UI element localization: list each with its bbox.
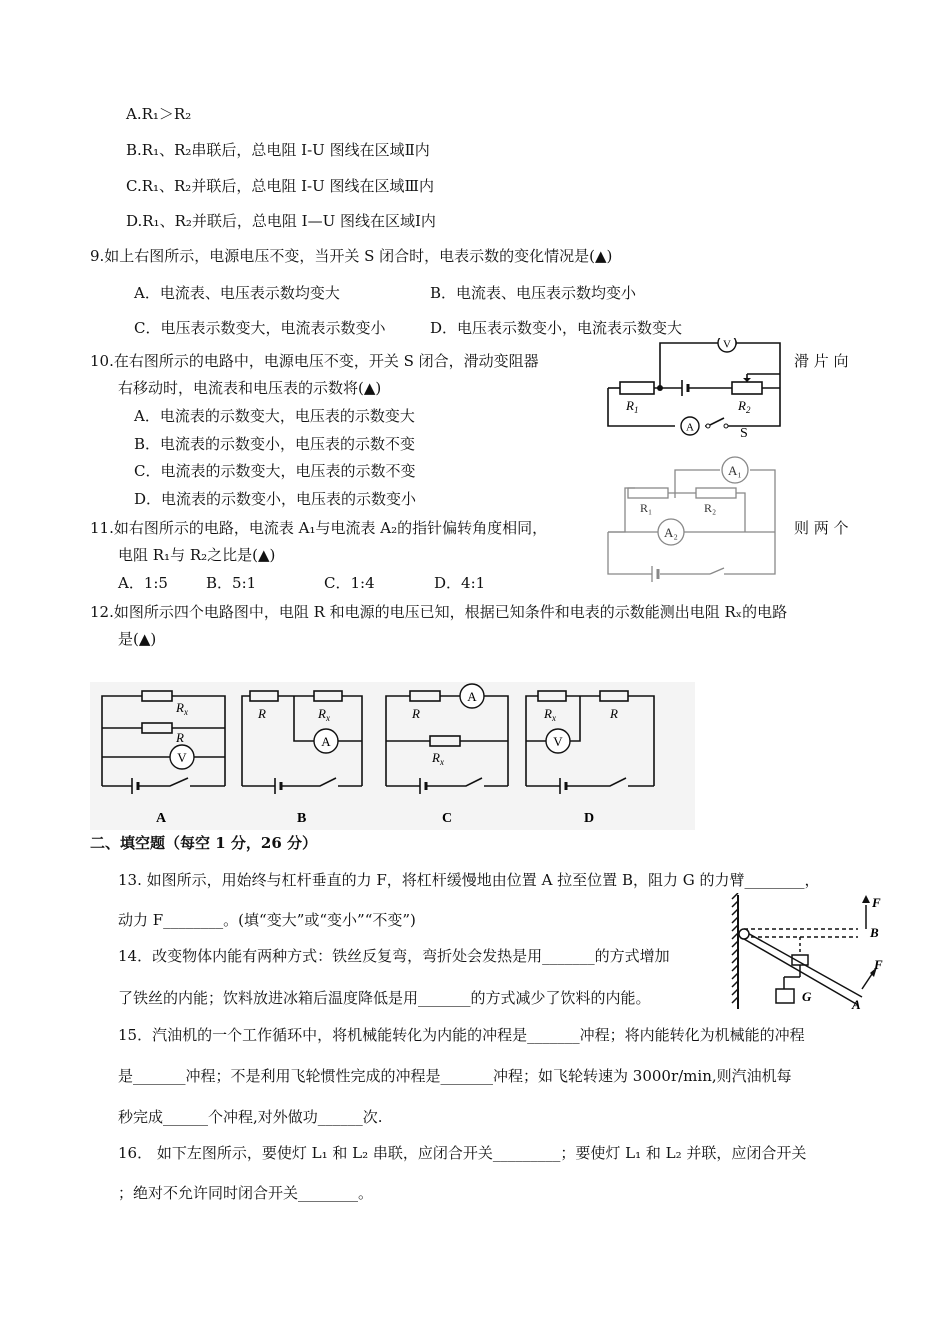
- q13-a-label: A: [852, 997, 861, 1012]
- q12-a-r-label: R: [176, 730, 184, 745]
- q13-g-label: G: [802, 989, 812, 1004]
- q16-line2: ；绝对不允许同时闭合开关________。: [118, 1184, 374, 1202]
- q10-stem-line2: 右移动时，电流表和电压表的示数将(▲): [118, 379, 382, 397]
- q11-option-a: A．1:5: [118, 574, 168, 592]
- q12-c-r-label: R: [412, 706, 420, 721]
- q13-f-top-label: F: [872, 895, 881, 910]
- q13-lever-figure: [724, 893, 894, 1013]
- q15-line1: 15．汽油机的一个工作循环中，将机械能转化为内能的冲程是_______冲程；将内能转化为机械能的冲程: [118, 1026, 805, 1044]
- q12-b-ammeter-label: A: [321, 734, 331, 749]
- q16-line1: 16． 如下左图所示，要使灯 L₁ 和 L₂ 串联，应闭合开关_________；要使灯 L₁ 和 L₂ 并联，应闭合开关: [118, 1144, 807, 1162]
- q12-d-rx-label: $R_x$: [544, 706, 556, 723]
- q11-a1-label: A₁: [728, 463, 742, 478]
- q9-option-c: C．电压表示数变大，电流表示数变小: [134, 319, 386, 337]
- q11-option-b: B．5:1: [206, 574, 257, 592]
- q12-circuits-figure: [90, 682, 695, 830]
- q9-option-d: D．电压表示数变小，电流表示数变大: [430, 319, 683, 337]
- q10-option-c: C．电流表的示数变大，电压表的示数不变: [134, 462, 416, 480]
- q12-d-voltmeter-label: V: [553, 734, 563, 749]
- q12-label-a: A: [156, 811, 167, 826]
- q8-option-b: B.R₁、R₂串联后，总电阻 I-U 图线在区域Ⅱ内: [126, 141, 430, 159]
- q12-a-rx-label: $R_x$: [176, 700, 188, 717]
- q12-label-c: C: [442, 811, 453, 826]
- q12-b-r-label: R: [258, 706, 266, 721]
- q13-f-bottom-label: F: [874, 957, 883, 972]
- q10-stem-right: 滑 片 向: [794, 352, 849, 370]
- q12-label-b: B: [297, 811, 307, 826]
- q9-option-a: A．电流表、电压表示数均变大: [134, 284, 340, 302]
- q13-line2: 动力 F________。(填“变大”或“变小”“不变”): [118, 911, 416, 929]
- q10-option-b: B．电流表的示数变小，电压表的示数不变: [134, 435, 416, 453]
- q15-line3: 秒完成______个冲程,对外做功______次.: [118, 1108, 383, 1126]
- q14-line1: 14．改变物体内能有两种方式：铁丝反复弯，弯折处会发热是用_______的方式增加: [118, 947, 670, 965]
- q8-option-d: D.R₁、R₂并联后，总电阻 I—U 图线在区域Ⅰ内: [126, 212, 436, 230]
- q10-ammeter-label: A: [686, 421, 694, 434]
- q11-stem-line2: 电阻 R₁与 R₂之比是(▲): [118, 546, 276, 564]
- q10-switch-label: S: [740, 426, 748, 438]
- q11-stem-right: 则 两 个: [794, 519, 849, 537]
- q12-c-ammeter-label: A: [467, 689, 477, 704]
- q13-line1: 13. 如图所示，用始终与杠杆垂直的力 F，将杠杆缓慢地由位置 A 拉至位置 B，阻力 G 的力臂________，: [118, 871, 820, 889]
- q9-option-b: B．电流表、电压表示数均变小: [430, 284, 637, 302]
- q11-option-c: C．1:4: [324, 574, 375, 592]
- q12-b-rx-label: $R_x$: [318, 706, 330, 723]
- q8-option-a: A.R₁＞R₂: [126, 105, 192, 123]
- q12-stem-line2: 是(▲): [118, 630, 157, 648]
- q8-option-c: C.R₁、R₂并联后，总电阻 I-U 图线在区域Ⅲ内: [126, 177, 434, 195]
- q11-option-d: D．4:1: [434, 574, 486, 592]
- section-heading: 二、填空题（每空 1 分，26 分）: [90, 834, 317, 852]
- q11-stem: 11.如右图所示的电路，电流表 A₁与电流表 A₂的指针偏转角度相同，: [90, 519, 548, 537]
- q12-d-r-label: R: [610, 706, 618, 721]
- q10-option-a: A．电流表的示数变大，电压表的示数变大: [134, 407, 415, 425]
- q10-stem: 10.在右图所示的电路中，电源电压不变，开关 S 闭合，滑动变阻器: [90, 352, 539, 370]
- q12-c-rx-label: $R_x$: [432, 750, 444, 767]
- q12-a-voltmeter-label: V: [177, 750, 187, 765]
- q11-a2-label: A₂: [664, 525, 678, 540]
- q15-line2: 是_______冲程；不是利用飞轮惯性完成的冲程是_______冲程；如飞轮转速为 3000r/min,则汽油机每: [118, 1067, 792, 1085]
- q9-stem: 9.如上右图所示，电源电压不变，当开关 S 闭合时，电表示数的变化情况是(▲): [90, 247, 613, 265]
- q14-line2: 了铁丝的内能；饮料放进冰箱后温度降低是用_______的方式减少了饮料的内能。: [118, 989, 651, 1007]
- q12-stem: 12.如图所示四个电路图中，电阻 R 和电源的电压已知，根据已知条件和电表的示数能测出电阻 Rₓ的电路: [90, 603, 788, 621]
- q10-voltmeter-label: V: [723, 338, 731, 351]
- q12-label-d: D: [584, 811, 595, 826]
- q11-r2-label: R₂: [704, 501, 717, 515]
- q10-option-d: D．电流表的示数变小，电压表的示数变小: [134, 490, 417, 508]
- q10-r1-label: $R_1$: [626, 398, 639, 415]
- q11-circuit-figure: [600, 452, 790, 582]
- q11-r1-label: R₁: [640, 501, 653, 515]
- q13-b-label: B: [870, 925, 879, 940]
- q10-circuit-figure: [600, 338, 790, 438]
- q10-r2-label: $R_2$: [738, 398, 751, 415]
